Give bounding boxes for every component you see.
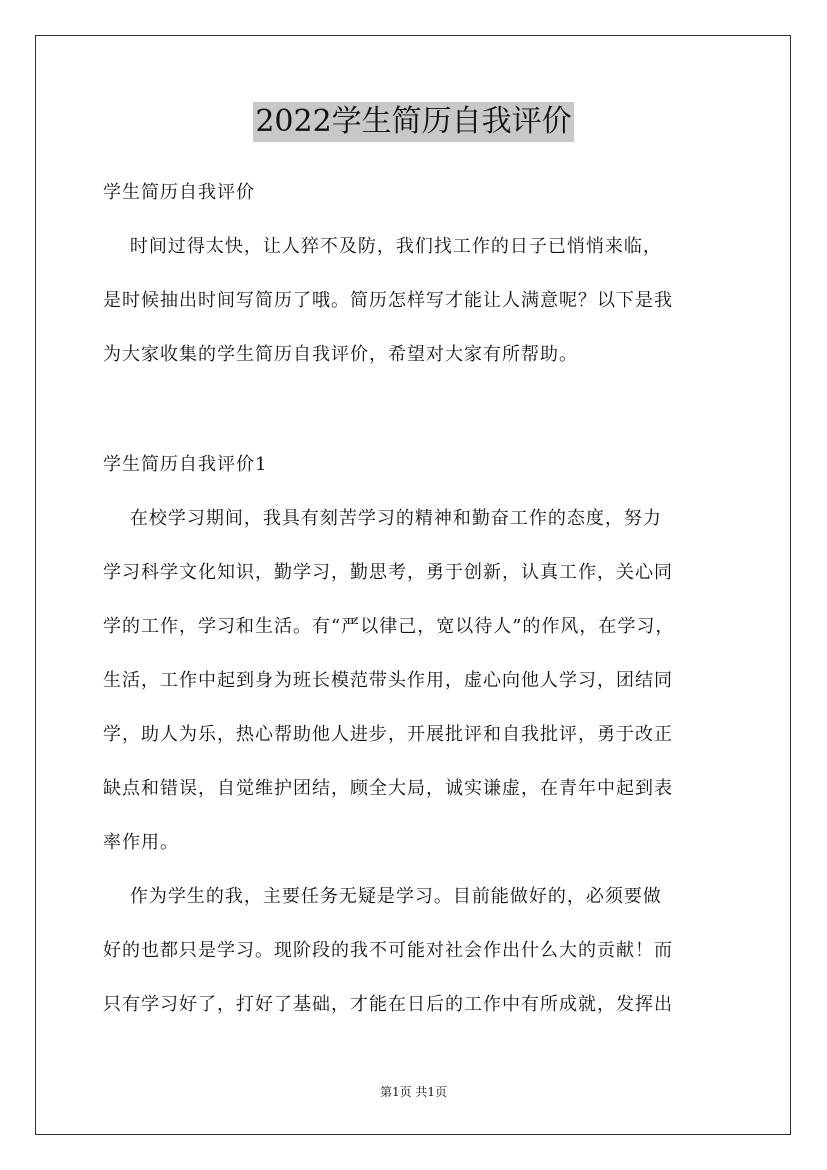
page-number-label: 第1页 共1页 (379, 1085, 448, 1099)
intro-line: 是时候抽出时间写简历了哦。简历怎样写才能让人满意呢？以下是我 (103, 290, 673, 311)
paragraph-line: 生活，工作中起到身为班长模范带头作用，虚心向他人学习，团结同 (103, 670, 673, 691)
paragraph-line: 好的也都只是学习。现阶段的我不可能对社会作出什么大的贡献！而 (103, 940, 673, 961)
paragraph-line: 作为学生的我，主要任务无疑是学习。目前能做好的，必须要做 (103, 886, 662, 907)
section-heading: 学生简历自我评价1 (103, 454, 268, 475)
paragraph-line: 只有学习好了，打好了基础，才能在日后的工作中有所成就，发挥出 (103, 994, 673, 1015)
paragraph-line: 缺点和错误，自觉维护团结，顾全大局，诚实谦虚，在青年中起到表 (103, 778, 673, 799)
title-container (0, 102, 827, 142)
paragraph-line: 学，助人为乐，热心帮助他人进步，开展批评和自我批评，勇于改正 (103, 724, 673, 745)
paragraph-line: 率作用。 (103, 832, 179, 853)
page-footer (0, 1084, 827, 1100)
intro-line: 时间过得太快，让人猝不及防，我们找工作的日子已悄悄来临， (103, 236, 662, 257)
paragraph-line: 在校学习期间，我具有刻苦学习的精神和勤奋工作的态度，努力 (103, 508, 662, 529)
subheading: 学生简历自我评价 (103, 182, 255, 203)
intro-line: 为大家收集的学生简历自我评价，希望对大家有所帮助。 (103, 344, 578, 365)
document-title: 2022学生简历自我评价 (253, 102, 573, 142)
paragraph-line: 学习科学文化知识，勤学习，勤思考，勇于创新，认真工作，关心同 (103, 562, 673, 583)
paragraph-line: 学的工作，学习和生活。有“严以律己，宽以待人”的作风，在学习， (103, 616, 675, 637)
